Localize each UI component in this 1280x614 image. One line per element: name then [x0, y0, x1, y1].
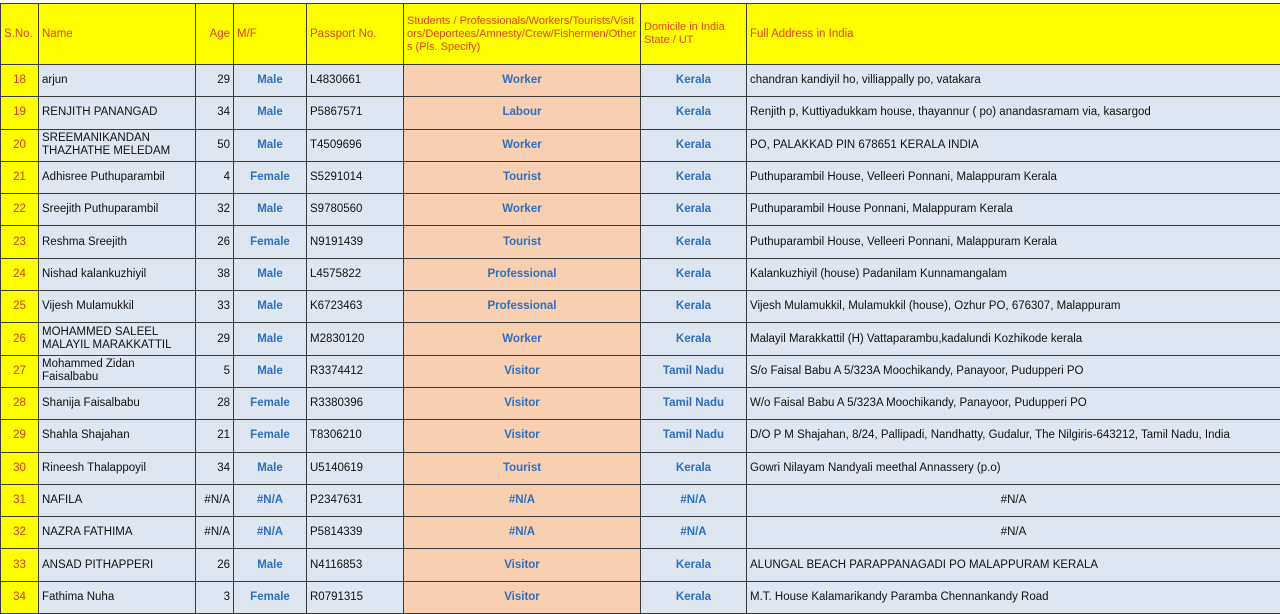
cell-mf[interactable]: Male	[234, 355, 307, 387]
header-row	[1, 4, 1280, 65]
address-text: PO, PALAKKAD PIN 678651 KERALA INDIA	[750, 139, 1277, 152]
address-text: D/O P M Shajahan, 8/24, Pallipadi, Nandhatty, Gudalur, The Nilgiris-643212, Tamil Nadu, India	[750, 429, 1277, 442]
cell-passport[interactable]: P5867571	[307, 97, 404, 129]
cell-passport[interactable]: N4116853	[307, 549, 404, 581]
cell-category[interactable]: Worker	[404, 129, 641, 161]
cell-address[interactable]	[747, 484, 1280, 516]
address-text: Malayil Marakkattil (H) Vattaparambu,kadalundi Kozhikode kerala	[750, 333, 1277, 346]
address-text: Puthuparambil House, Velleeri Ponnani, Malappuram Kerala	[750, 236, 1277, 249]
cell-mf[interactable]: Male	[234, 65, 307, 97]
cell-passport[interactable]: S5291014	[307, 161, 404, 193]
cell-passport[interactable]: P2347631	[307, 484, 404, 516]
cell-sno[interactable]: 22	[1, 194, 39, 226]
cell-name[interactable]: Rineesh Thalappoyil	[39, 452, 196, 484]
cell-category[interactable]: Tourist	[404, 161, 641, 193]
cell-age[interactable]: 5	[196, 355, 234, 387]
cell-category[interactable]: Visitor	[404, 549, 641, 581]
cell-passport[interactable]: M2830120	[307, 323, 404, 355]
cell-domicile[interactable]: Kerala	[641, 161, 747, 193]
cell-sno[interactable]: 30	[1, 452, 39, 484]
table-row	[1, 420, 1280, 452]
cell-address[interactable]	[747, 355, 1280, 387]
cell-mf[interactable]: Female	[234, 161, 307, 193]
cell-age[interactable]: 34	[196, 97, 234, 129]
cell-category[interactable]: Tourist	[404, 226, 641, 258]
cell-mf[interactable]: #N/A	[234, 484, 307, 516]
cell-domicile[interactable]: Kerala	[641, 323, 747, 355]
cell-passport[interactable]: L4575822	[307, 258, 404, 290]
table-row	[1, 194, 1280, 226]
cell-address[interactable]	[747, 65, 1280, 97]
cell-sno[interactable]: 28	[1, 387, 39, 419]
table-row	[1, 258, 1280, 290]
cell-address[interactable]	[747, 226, 1280, 258]
cell-category[interactable]: Visitor	[404, 581, 641, 613]
cell-name[interactable]: Shanija Faisalbabu	[39, 387, 196, 419]
cell-domicile[interactable]: Tamil Nadu	[641, 420, 747, 452]
cell-category[interactable]: Visitor	[404, 387, 641, 419]
header-address: Full Address in India	[747, 4, 1280, 65]
cell-passport[interactable]: R0791315	[307, 581, 404, 613]
cell-mf[interactable]: Male	[234, 258, 307, 290]
cell-domicile[interactable]: Kerala	[641, 226, 747, 258]
cell-mf[interactable]: Female	[234, 420, 307, 452]
cell-mf[interactable]: Male	[234, 452, 307, 484]
cell-domicile[interactable]: Kerala	[641, 291, 747, 323]
header-category: Students / Professionals/Workers/Tourists/Visitors/Deportees/Amnesty/Crew/Fishermen/Others (Pls. Specify)	[404, 4, 641, 65]
cell-category[interactable]: Labour	[404, 97, 641, 129]
cell-domicile[interactable]: Kerala	[641, 129, 747, 161]
cell-mf[interactable]: #N/A	[234, 517, 307, 549]
cell-name[interactable]: Reshma Sreejith	[39, 226, 196, 258]
cell-name[interactable]: MOHAMMED SALEEL MALAYIL MARAKKATTIL	[39, 323, 196, 355]
cell-address[interactable]	[747, 517, 1280, 549]
cell-name[interactable]: Sreejith Puthuparambil	[39, 194, 196, 226]
address-text: chandran kandiyil ho, villiappally po, vatakara	[750, 74, 1277, 87]
cell-domicile[interactable]: Kerala	[641, 194, 747, 226]
cell-address[interactable]	[747, 549, 1280, 581]
passenger-table	[0, 3, 1280, 614]
cell-passport[interactable]: S9780560	[307, 194, 404, 226]
address-text: Gowri Nilayam Nandyali meethal Annassery (p.o)	[750, 462, 1277, 475]
cell-address[interactable]	[747, 387, 1280, 419]
cell-sno[interactable]: 32	[1, 517, 39, 549]
cell-name[interactable]: SREEMANIKANDAN THAZHATHE MELEDAM	[39, 129, 196, 161]
cell-passport[interactable]: L4830661	[307, 65, 404, 97]
cell-name[interactable]: Shahla Shajahan	[39, 420, 196, 452]
cell-address[interactable]	[747, 161, 1280, 193]
address-text: Kalankuzhiyil (house) Padanilam Kunnamangalam	[750, 268, 1277, 281]
address-text: #N/A	[750, 494, 1277, 507]
cell-age[interactable]: 28	[196, 387, 234, 419]
table-body	[1, 65, 1280, 614]
cell-domicile[interactable]: Kerala	[641, 258, 747, 290]
cell-sno[interactable]: 18	[1, 65, 39, 97]
cell-sno[interactable]: 24	[1, 258, 39, 290]
header-sno: S.No.	[1, 4, 39, 65]
table-row	[1, 97, 1280, 129]
address-text: W/o Faisal Babu A 5/323A Moochikandy, Panayoor, Pudupperi PO	[750, 397, 1277, 410]
cell-passport[interactable]: U5140619	[307, 452, 404, 484]
cell-mf[interactable]: Male	[234, 549, 307, 581]
cell-category[interactable]: Worker	[404, 65, 641, 97]
cell-sno[interactable]: 34	[1, 581, 39, 613]
cell-category[interactable]: Professional	[404, 291, 641, 323]
cell-age[interactable]: 21	[196, 420, 234, 452]
table-row	[1, 65, 1280, 97]
cell-category[interactable]: Professional	[404, 258, 641, 290]
cell-age[interactable]: 38	[196, 258, 234, 290]
cell-age[interactable]: 29	[196, 323, 234, 355]
cell-passport[interactable]: T4509696	[307, 129, 404, 161]
cell-sno[interactable]: 26	[1, 323, 39, 355]
cell-category[interactable]: #N/A	[404, 484, 641, 516]
header-passport: Passport No.	[307, 4, 404, 65]
cell-sno[interactable]: 29	[1, 420, 39, 452]
cell-name[interactable]: NAFILA	[39, 484, 196, 516]
header-domicile: Domicile in India State / UT	[641, 4, 747, 65]
cell-passport[interactable]: R3374412	[307, 355, 404, 387]
cell-age[interactable]: 50	[196, 129, 234, 161]
cell-sno[interactable]: 25	[1, 291, 39, 323]
table-row	[1, 549, 1280, 581]
table-row	[1, 226, 1280, 258]
cell-address[interactable]	[747, 258, 1280, 290]
cell-mf[interactable]: Male	[234, 129, 307, 161]
cell-domicile[interactable]: #N/A	[641, 484, 747, 516]
cell-category[interactable]: Tourist	[404, 452, 641, 484]
address-text: S/o Faisal Babu A 5/323A Moochikandy, Panayoor, Pudupperi PO	[750, 365, 1277, 378]
table-row	[1, 452, 1280, 484]
address-text: #N/A	[750, 526, 1277, 539]
cell-name[interactable]: Mohammed Zidan Faisalbabu	[39, 355, 196, 387]
cell-sno[interactable]: 31	[1, 484, 39, 516]
cell-mf[interactable]: Male	[234, 194, 307, 226]
cell-name[interactable]: arjun	[39, 65, 196, 97]
address-text: Renjith p, Kuttiyadukkam house, thayannur ( po) anandasramam via, kasargod	[750, 106, 1277, 119]
cell-age[interactable]: 3	[196, 581, 234, 613]
cell-age[interactable]: 29	[196, 65, 234, 97]
cell-address[interactable]	[747, 323, 1280, 355]
cell-mf[interactable]: Male	[234, 323, 307, 355]
cell-mf[interactable]: Male	[234, 291, 307, 323]
cell-address[interactable]	[747, 420, 1280, 452]
cell-domicile[interactable]: Kerala	[641, 97, 747, 129]
table-row	[1, 484, 1280, 516]
cell-sno[interactable]: 21	[1, 161, 39, 193]
cell-passport[interactable]: N9191439	[307, 226, 404, 258]
table-row	[1, 161, 1280, 193]
table-row	[1, 517, 1280, 549]
cell-passport[interactable]: P5814339	[307, 517, 404, 549]
cell-category[interactable]: Worker	[404, 323, 641, 355]
cell-passport[interactable]: R3380396	[307, 387, 404, 419]
cell-mf[interactable]: Female	[234, 226, 307, 258]
table-row	[1, 291, 1280, 323]
cell-name[interactable]: RENJITH PANANGAD	[39, 97, 196, 129]
table-row	[1, 355, 1280, 387]
cell-age[interactable]: 33	[196, 291, 234, 323]
cell-domicile[interactable]: Kerala	[641, 581, 747, 613]
header-age: Age	[196, 4, 234, 65]
cell-category[interactable]: Worker	[404, 194, 641, 226]
cell-name[interactable]: ANSAD PITHAPPERI	[39, 549, 196, 581]
cell-sno[interactable]: 33	[1, 549, 39, 581]
table-row	[1, 387, 1280, 419]
cell-age[interactable]: 34	[196, 452, 234, 484]
cell-name[interactable]: Vijesh Mulamukkil	[39, 291, 196, 323]
cell-passport[interactable]: T8306210	[307, 420, 404, 452]
cell-address[interactable]	[747, 97, 1280, 129]
cell-age[interactable]: 26	[196, 549, 234, 581]
cell-domicile[interactable]: Tamil Nadu	[641, 387, 747, 419]
header-mf: M/F	[234, 4, 307, 65]
cell-domicile[interactable]: Kerala	[641, 549, 747, 581]
table-row	[1, 323, 1280, 355]
cell-age[interactable]: 26	[196, 226, 234, 258]
cell-sno[interactable]: 19	[1, 97, 39, 129]
cell-age[interactable]: 4	[196, 161, 234, 193]
cell-name[interactable]: Adhisree Puthuparambil	[39, 161, 196, 193]
cell-category[interactable]: Visitor	[404, 355, 641, 387]
table-row	[1, 129, 1280, 161]
cell-name[interactable]: Fathima Nuha	[39, 581, 196, 613]
cell-passport[interactable]: K6723463	[307, 291, 404, 323]
table-row	[1, 581, 1280, 613]
cell-sno[interactable]: 23	[1, 226, 39, 258]
cell-address[interactable]	[747, 291, 1280, 323]
cell-sno[interactable]: 20	[1, 129, 39, 161]
cell-address[interactable]	[747, 129, 1280, 161]
cell-age[interactable]: #N/A	[196, 517, 234, 549]
address-text: M.T. House Kalamarikandy Paramba Chennankandy Road	[750, 591, 1277, 604]
cell-name[interactable]: Nishad kalankuzhiyil	[39, 258, 196, 290]
cell-address[interactable]	[747, 581, 1280, 613]
cell-category[interactable]: #N/A	[404, 517, 641, 549]
cell-domicile[interactable]: Tamil Nadu	[641, 355, 747, 387]
cell-address[interactable]	[747, 194, 1280, 226]
address-text: ALUNGAL BEACH PARAPPANAGADI PO MALAPPURAM KERALA	[750, 559, 1277, 572]
cell-category[interactable]: Visitor	[404, 420, 641, 452]
cell-domicile[interactable]: Kerala	[641, 65, 747, 97]
address-text: Puthuparambil House Ponnani, Malappuram Kerala	[750, 203, 1277, 216]
cell-domicile[interactable]: Kerala	[641, 452, 747, 484]
cell-sno[interactable]: 27	[1, 355, 39, 387]
cell-mf[interactable]: Female	[234, 387, 307, 419]
cell-mf[interactable]: Male	[234, 97, 307, 129]
cell-address[interactable]	[747, 452, 1280, 484]
cell-name[interactable]: NAZRA FATHIMA	[39, 517, 196, 549]
address-text: Puthuparambil House, Velleeri Ponnani, Malappuram Kerala	[750, 171, 1277, 184]
cell-mf[interactable]: Female	[234, 581, 307, 613]
cell-domicile[interactable]: #N/A	[641, 517, 747, 549]
cell-age[interactable]: 32	[196, 194, 234, 226]
address-text: Vijesh Mulamukkil, Mulamukkil (house), Ozhur PO, 676307, Malappuram	[750, 300, 1277, 313]
header-name: Name	[39, 4, 196, 65]
cell-age[interactable]: #N/A	[196, 484, 234, 516]
